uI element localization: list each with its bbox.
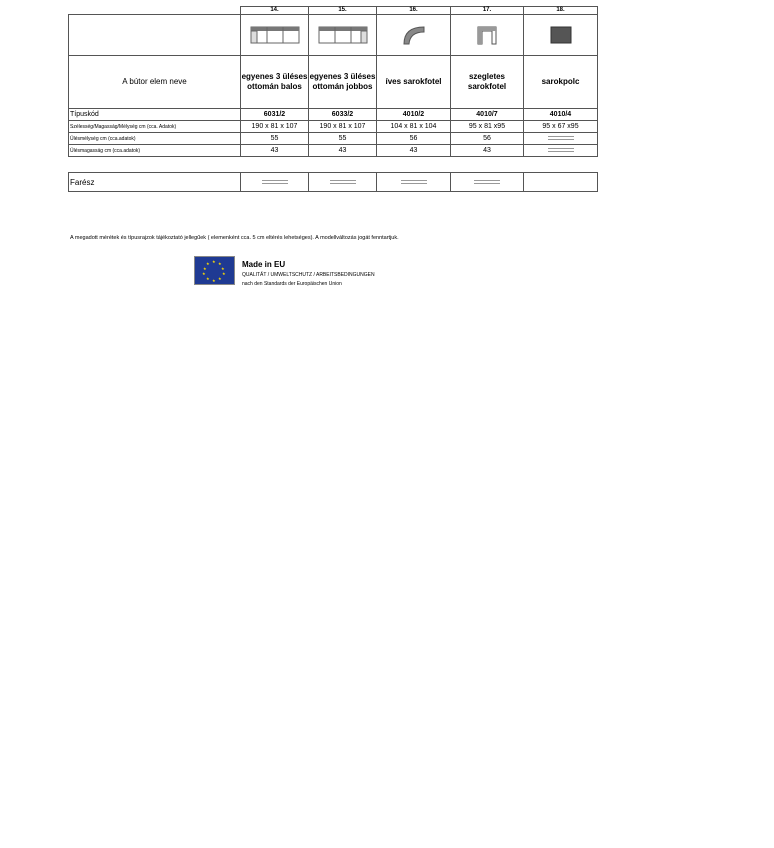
square-corner-chair-icon (451, 15, 524, 56)
seat-depth: 55 (241, 133, 309, 145)
item-name: sarokpolc (524, 56, 598, 109)
seat-depth: 55 (309, 133, 377, 145)
not-applicable-dash (309, 173, 377, 192)
eu-title: Made in EU (242, 260, 286, 269)
row-label-dims: Szélesség/Magasság/Mélység cm (cca. Adatok) (69, 121, 241, 133)
dimensions: 95 x 67 x95 (524, 121, 598, 133)
col-number: 14. (241, 7, 309, 15)
row-label-wood: Farész (69, 173, 241, 192)
type-code: 4010/4 (524, 109, 598, 121)
row-label-seat-depth: Ülésmélység cm (cca.adatok) (69, 133, 241, 145)
seat-depth: 56 (377, 133, 451, 145)
dimensions: 104 x 81 x 104 (377, 121, 451, 133)
number-row (69, 7, 598, 15)
disclaimer-note: A megadott mérétek és típusrajzok tájékoztató jellegűek ( elemenként cca. 5 cm eltérés lehetséges). A modellváltozás jogát fenntartjuk. (70, 235, 399, 241)
seat-depth: 56 (451, 133, 524, 145)
row-label-code: Típuskód (69, 109, 241, 121)
row-label-name: A bútor elem neve (69, 56, 241, 109)
spec-table (68, 6, 598, 157)
seat-height: 43 (377, 145, 451, 157)
row-label-seat-height: Ülésmagasság cm (cca.adatok) (69, 145, 241, 157)
seat-height: 43 (451, 145, 524, 157)
sofa-3-seat-ottoman-left-icon (241, 15, 309, 56)
image-row (69, 15, 598, 56)
item-name: egyenes 3 üléses ottomán balos (241, 56, 309, 109)
not-applicable-dash (524, 133, 598, 145)
item-name: szegletes sarokfotel (451, 56, 524, 109)
name-row (69, 56, 598, 109)
curved-corner-chair-icon (377, 15, 451, 56)
eu-subtitle-2: nach den Standards der Europäischen Union (242, 281, 342, 287)
dimensions: 190 x 81 x 107 (241, 121, 309, 133)
not-applicable-dash (524, 145, 598, 157)
type-code: 6033/2 (309, 109, 377, 121)
sofa-3-seat-ottoman-right-icon (309, 15, 377, 56)
dimensions: 190 x 81 x 107 (309, 121, 377, 133)
type-code: 4010/7 (451, 109, 524, 121)
col-number: 17. (451, 7, 524, 15)
type-code: 6031/2 (241, 109, 309, 121)
seat-height-row (69, 145, 598, 157)
eu-flag-icon: ★ ★ ★ ★ ★ ★ ★ ★ ★ ★ (194, 256, 235, 285)
item-name: íves sarokfotel (377, 56, 451, 109)
dimensions: 95 x 81 x95 (451, 121, 524, 133)
spec-sheet (68, 6, 598, 157)
dims-row (69, 121, 598, 133)
type-code: 4010/2 (377, 109, 451, 121)
not-applicable-dash (451, 173, 524, 192)
code-row (69, 109, 598, 121)
item-name: egyenes 3 üléses ottomán jobbos (309, 56, 377, 109)
wood-part-row (68, 172, 598, 192)
eu-subtitle: QUALITÄT / UMWELTSCHUTZ / ARBEITSBEDINGUNGEN (242, 272, 375, 278)
not-applicable-dash (241, 173, 309, 192)
empty-cell (524, 173, 598, 192)
col-number: 16. (377, 7, 451, 15)
col-number: 18. (524, 7, 598, 15)
corner-shelf-icon (524, 15, 598, 56)
seat-depth-row (69, 133, 598, 145)
seat-height: 43 (309, 145, 377, 157)
seat-height: 43 (241, 145, 309, 157)
empty-cell (69, 7, 241, 15)
not-applicable-dash (377, 173, 451, 192)
made-in-eu-badge (194, 256, 375, 290)
col-number: 15. (309, 7, 377, 15)
empty-cell (69, 15, 241, 56)
